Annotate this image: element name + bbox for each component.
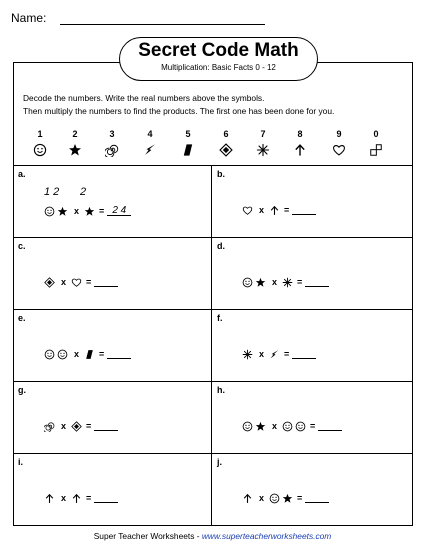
equals-sign: = — [284, 205, 290, 215]
key-number: 9 — [336, 129, 342, 139]
times-sign: x — [74, 349, 80, 359]
answer-blank[interactable] — [292, 205, 316, 215]
problem-label: c. — [18, 241, 26, 251]
equals-sign: = — [86, 493, 92, 503]
equals-sign: = — [310, 421, 316, 431]
equals-sign: = — [284, 349, 290, 359]
problem-expression — [44, 492, 118, 504]
problem-label: d. — [217, 241, 225, 251]
problem-label: j. — [217, 457, 223, 467]
equals-sign: = — [297, 493, 303, 503]
up-arrow-icon — [269, 205, 280, 216]
times-sign: x — [61, 277, 67, 287]
example-decoded-1: 1 2 — [44, 186, 60, 198]
equals-sign: = — [99, 349, 105, 359]
heart-icon — [242, 205, 253, 216]
grid-line — [13, 237, 413, 238]
key-number: 3 — [109, 129, 115, 139]
answer-blank[interactable] — [318, 421, 342, 431]
example-decoded-2: 2 — [80, 186, 87, 198]
times-sign: x — [259, 349, 265, 359]
diamond-icon — [71, 421, 82, 432]
instructions-line-2: Then multiply the numbers to find the products. The first one has been done for you. — [23, 106, 335, 116]
asterisk-icon — [242, 349, 253, 360]
star-icon — [68, 143, 82, 157]
parallelogram-icon — [84, 349, 95, 360]
smiley-icon — [44, 206, 55, 217]
problem-label: b. — [217, 169, 225, 179]
grid-line — [13, 309, 413, 310]
grid-line — [13, 381, 413, 382]
squares-icon — [369, 143, 383, 157]
smiley-icon — [295, 421, 306, 432]
heart-icon — [71, 277, 82, 288]
title-banner — [119, 37, 318, 81]
problem-label: f. — [217, 313, 223, 323]
problem-label: h. — [217, 385, 225, 395]
key-number: 5 — [185, 129, 191, 139]
up-arrow-icon — [71, 493, 82, 504]
up-arrow-icon — [44, 493, 55, 504]
equals-sign: = — [297, 277, 303, 287]
key-number: 6 — [223, 129, 229, 139]
asterisk-icon — [256, 143, 270, 157]
grid-line — [13, 453, 413, 454]
times-sign: x — [259, 205, 265, 215]
answer-blank[interactable] — [94, 493, 118, 503]
answer-blank[interactable]: 2 4 — [107, 206, 131, 216]
answer-blank[interactable] — [305, 493, 329, 503]
smiley-icon — [57, 349, 68, 360]
diamond-icon — [44, 277, 55, 288]
equals-sign: = — [99, 206, 105, 216]
heart-icon — [332, 143, 346, 157]
footer-site-name: Super Teacher Worksheets - — [93, 531, 202, 541]
up-arrow-icon — [293, 143, 307, 157]
smiley-icon — [44, 349, 55, 360]
answer-blank[interactable] — [107, 349, 131, 359]
star-icon — [282, 493, 293, 504]
footer-link[interactable]: www.superteacherworksheets.com — [201, 531, 332, 541]
grid-line — [13, 165, 413, 166]
name-line[interactable] — [60, 24, 265, 25]
answer-blank[interactable] — [94, 421, 118, 431]
page-subtitle: Multiplication: Basic Facts 0 - 12 — [161, 63, 276, 72]
smiley-icon — [282, 421, 293, 432]
star-icon — [255, 421, 266, 432]
answer-blank[interactable] — [292, 349, 316, 359]
times-sign: x — [272, 421, 278, 431]
key-number: 0 — [373, 129, 379, 139]
problem-expression — [44, 420, 118, 432]
problem-expression — [242, 204, 316, 216]
lightning-icon — [143, 143, 157, 157]
problem-expression — [44, 205, 131, 217]
times-sign: x — [259, 493, 265, 503]
star-icon — [57, 206, 68, 217]
smiley-icon — [269, 493, 280, 504]
page-title: Secret Code Math — [138, 40, 299, 61]
equals-sign: = — [86, 421, 92, 431]
problem-expression — [242, 420, 342, 432]
problem-expression — [44, 348, 131, 360]
problem-label: e. — [18, 313, 26, 323]
times-sign: x — [272, 277, 278, 287]
lightning-icon — [269, 349, 280, 360]
problem-expression — [44, 276, 118, 288]
problem-label: i. — [18, 457, 24, 467]
key-number: 8 — [297, 129, 303, 139]
equals-sign: = — [86, 277, 92, 287]
grid-divider — [211, 165, 212, 526]
key-number: 4 — [147, 129, 153, 139]
smiley-icon — [242, 421, 253, 432]
instructions-line-1: Decode the numbers. Write the real numbers above the symbols. — [23, 93, 265, 103]
spiral-icon — [44, 421, 55, 432]
problem-expression — [242, 276, 329, 288]
up-arrow-icon — [242, 493, 253, 504]
problem-expression — [242, 492, 329, 504]
parallelogram-icon — [181, 143, 195, 157]
name-label: Name: — [11, 11, 47, 25]
answer-blank[interactable] — [305, 277, 329, 287]
times-sign: x — [61, 493, 67, 503]
footer — [0, 531, 425, 541]
problem-expression — [242, 348, 316, 360]
times-sign: x — [74, 206, 80, 216]
smiley-icon — [242, 277, 253, 288]
star-icon — [84, 206, 95, 217]
key-number: 1 — [37, 129, 43, 139]
key-number: 2 — [72, 129, 78, 139]
problem-label: g. — [18, 385, 26, 395]
diamond-icon — [219, 143, 233, 157]
times-sign: x — [61, 421, 67, 431]
key-number: 7 — [260, 129, 266, 139]
asterisk-icon — [282, 277, 293, 288]
problem-label: a. — [18, 169, 26, 179]
answer-blank[interactable] — [94, 277, 118, 287]
star-icon — [255, 277, 266, 288]
smiley-icon — [33, 143, 47, 157]
spiral-icon — [105, 143, 119, 157]
